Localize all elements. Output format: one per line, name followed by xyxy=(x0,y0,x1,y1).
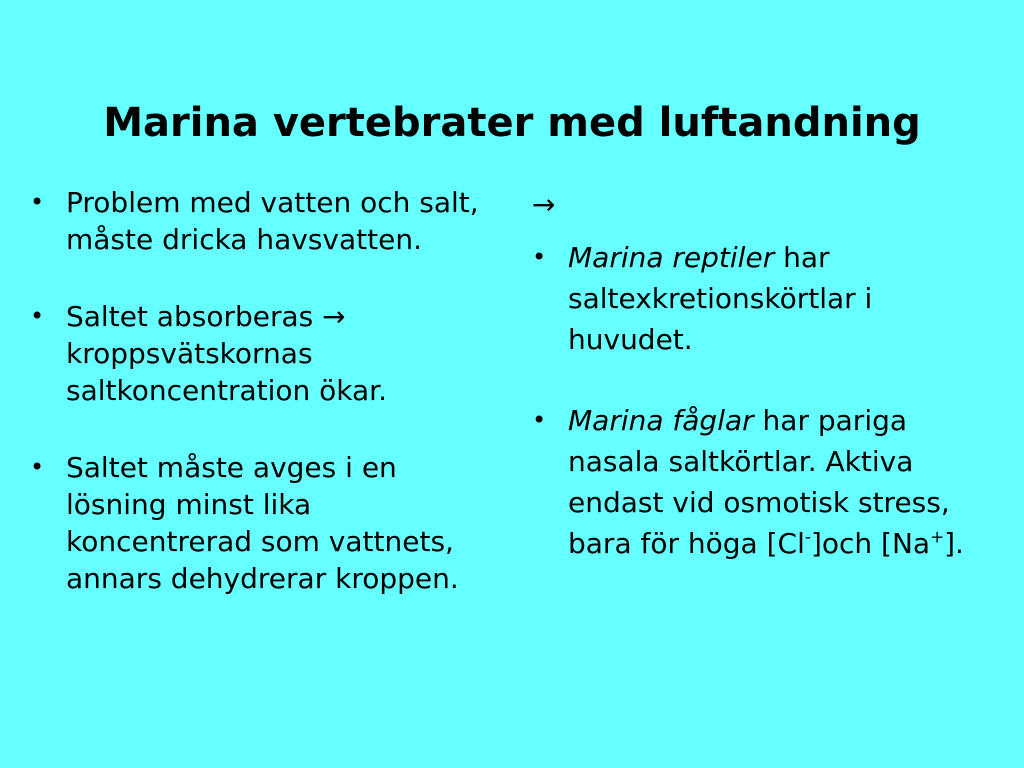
list-item xyxy=(30,449,500,597)
list-item xyxy=(30,184,500,258)
bullet-text: Saltet måste avges i en lösning minst lika koncentrerad som vattnets, annars dehydrerar kroppen. xyxy=(66,451,459,595)
bullet-icon: • xyxy=(532,406,547,434)
left-column xyxy=(30,184,500,637)
right-column xyxy=(532,184,1002,604)
sodium-charge: + xyxy=(930,526,945,547)
list-item xyxy=(532,400,1002,564)
arrow-right-icon: → xyxy=(322,300,346,333)
bullet-text-part: har pariga nasala saltkörtlar. Aktiva endast vid osmotisk stress, bara för höga [Cl xyxy=(568,404,950,560)
italic-term: Marina fåglar xyxy=(568,404,754,437)
bullet-text-part: ]och [Na xyxy=(810,527,931,560)
bullet-text-part: ]. xyxy=(944,527,964,560)
bullet-text xyxy=(568,237,1002,360)
list-item xyxy=(30,298,500,409)
bullet-icon: • xyxy=(532,243,547,271)
bullet-icon: • xyxy=(30,453,45,481)
slide-title: Marina vertebrater med luftandning xyxy=(103,99,921,146)
italic-term: Marina reptiler xyxy=(568,241,775,274)
bullet-text xyxy=(568,400,1002,564)
bullet-text-part: har saltexkretionskörtlar i huvudet. xyxy=(568,241,873,356)
chloride-charge: - xyxy=(804,526,811,547)
bullet-text xyxy=(66,298,500,409)
bullet-text: Problem med vatten och salt, måste dricka havsvatten. xyxy=(66,186,479,256)
bullet-icon: • xyxy=(30,302,45,330)
bullet-text-part: kroppsvätskornas saltkoncentration ökar. xyxy=(66,337,388,407)
bullet-icon: • xyxy=(30,188,45,216)
list-item xyxy=(532,237,1002,360)
arrow-right-icon: → xyxy=(532,188,556,221)
bullet-text-part: Saltet absorberas xyxy=(66,300,314,333)
